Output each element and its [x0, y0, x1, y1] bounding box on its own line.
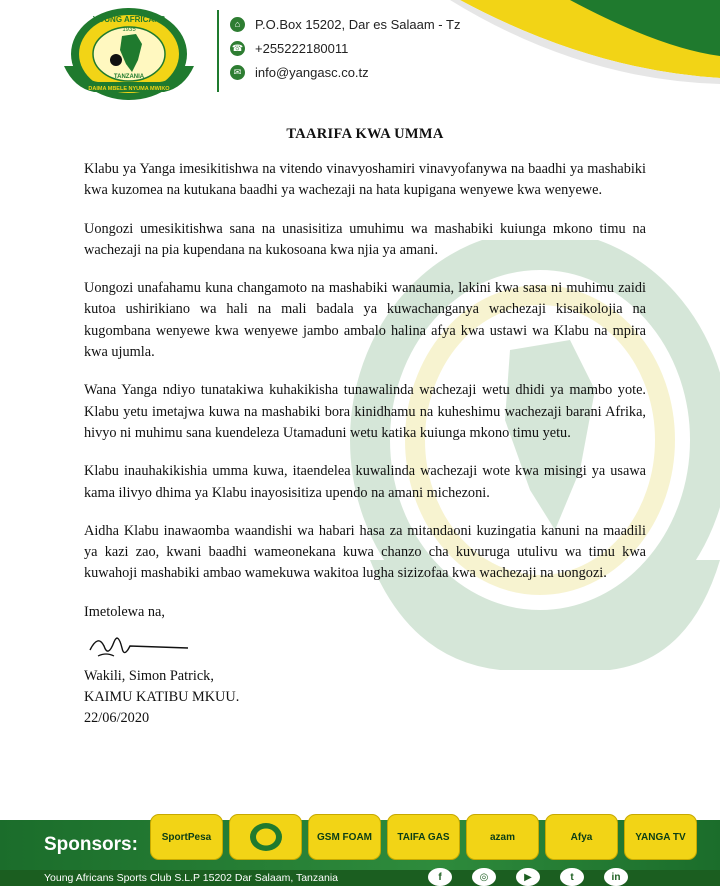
- home-icon: ⌂: [230, 17, 245, 32]
- paragraph-3: Uongozi unafahamu kuna changamoto na mashabiki wanaumia, lakini kwa sasa ni muhimu zaidi kutoa ushirikiano wa hali na mali badala ya kuwachanganya wachezaji kisaikolojia na kugombana wenyewe kwa wenyewe jambo ambalo halina afya kwa ustawi wa Klabu na mpira kwa ujumla.: [84, 280, 646, 361]
- sponsor-sportpesa: SportPesa: [150, 814, 223, 860]
- signatory-block: [84, 666, 646, 729]
- logo-country: TANZANIA: [113, 74, 145, 80]
- logo-year: 1935: [122, 27, 136, 33]
- sponsor-yanga-tv: YANGA TV: [624, 814, 697, 860]
- signature: [84, 628, 194, 664]
- footer-address: Young Africans Sports Club S.L.P 15202 Dar Salaam, Tanzania: [44, 872, 338, 884]
- sponsor-gsm-foam: GSM FOAM: [308, 814, 381, 860]
- logo-arc-text: YOUNG AFRICANS: [92, 15, 166, 24]
- header-swoosh: [420, 0, 720, 110]
- club-crest-icon: [248, 821, 284, 853]
- sponsor-logos: [150, 814, 697, 860]
- sponsor-club-crest: [229, 814, 302, 860]
- instagram-icon[interactable]: ◎: [472, 868, 496, 886]
- linkedin-icon[interactable]: in: [604, 868, 628, 886]
- paragraph-4: Wana Yanga ndiyo tunatakiwa kuhakikisha tunawalinda wachezaji wetu dhidi ya mambo yote. Klabu yetu imetajwa kuwa na mashabiki bora kinidhamu na kuheshimu wachezaji barani Afrika, hivyo ni muhimu sana kuendeleza Utamaduni wetu katika kuiunga mkono timu yetu.: [84, 382, 646, 441]
- signatory-title: KAIMU KATIBU MKUU.: [84, 688, 240, 705]
- paragraph-5: Klabu inauhakikishia umma kuwa, itaendelea kuwalinda wachezaji wote kwa misingi ya usawa kama ilivyo dhima ya Klabu inayosisitiza upendo na amani michezoni.: [84, 463, 646, 501]
- logo-motto: DAIMA MBELE NYUMA MWIKO: [88, 86, 170, 92]
- sponsor-afya: Afya: [545, 814, 618, 860]
- social-links: [428, 868, 628, 886]
- header-divider: [217, 10, 219, 92]
- statement-date: 22/06/2020: [84, 709, 150, 726]
- club-logo: [54, 4, 204, 104]
- phone-text: +255222180011: [255, 40, 349, 56]
- youtube-icon[interactable]: ▶: [516, 868, 540, 886]
- paragraph-1: Klabu ya Yanga imesikitishwa na vitendo vinavyoshamiri vinavyofanywa na baadhi ya mashabiki kwa kuzomea na kutukana baadhi ya wachezaji na hata kupigana wenyewe kwa wenyewe.: [84, 161, 646, 199]
- facebook-icon[interactable]: f: [428, 868, 452, 886]
- phone-icon: ☎: [230, 41, 245, 56]
- public-statement: [84, 122, 646, 729]
- sponsor-azam: azam: [466, 814, 539, 860]
- sponsors-label: Sponsors:: [44, 834, 138, 855]
- statement-title: TAARIFA KWA UMMA: [286, 126, 444, 142]
- paragraph-6: Aidha Klabu inawaomba waandishi wa habari hasa za mitandaoni kuzingatia kanuni na maadili ya kazi zao, kwani baadhi wameonekana kuwa chanzo cha kuvuruga utulivu wa timu kwa kuwahoji mashabiki ambao wamekuwa wakitoa lugha sizizofaa kwa wachezaji na uongozi.: [84, 522, 646, 582]
- signatory-name: Wakili, Simon Patrick,: [84, 667, 214, 684]
- mail-icon: ✉: [230, 65, 245, 80]
- email-text: info@yangasc.co.tz: [255, 64, 369, 80]
- paragraph-2: Uongozi umesikitishwa sana na unasisitiza umuhimu wa mashabiki kuiunga mkono timu na wachezaji na pia kupendana na kukosoana kwa njia ya amani.: [84, 220, 646, 258]
- closing-line: Imetolewa na,: [84, 603, 165, 620]
- address-text: P.O.Box 15202, Dar es Salaam - Tz: [255, 16, 461, 32]
- sponsor-taifa-gas: TAIFA GAS: [387, 814, 460, 860]
- footer: [0, 808, 720, 886]
- twitter-icon[interactable]: t: [560, 868, 584, 886]
- letterhead: [0, 0, 720, 115]
